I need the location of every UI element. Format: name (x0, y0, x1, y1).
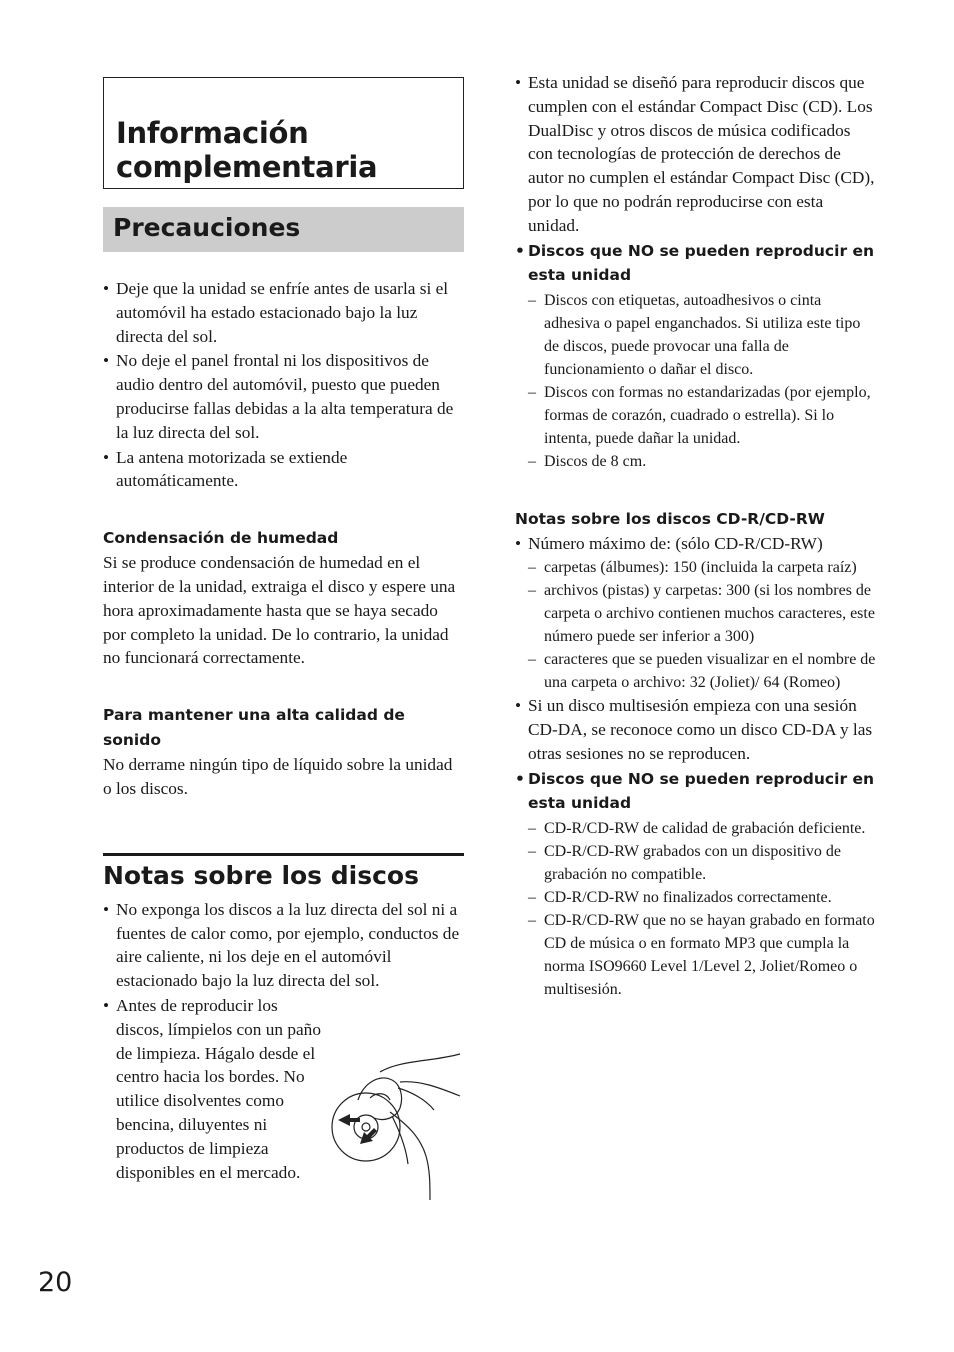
list-item-heading: • Discos que NO se pueden reproducir en esta unidad (515, 767, 877, 815)
section-header-notas-discos (103, 853, 464, 892)
page-number: 20 (38, 1267, 73, 1298)
disc-cleaning-illustration (330, 1052, 465, 1202)
list-item-text: Antes de reproducir los discos, límpielos con un paño de limpieza. Hágalo desde el centro hacia los bordes. No utilice disolventes como bencina, diluyentes ni productos de limpieza disponibles en el mercado. (116, 995, 321, 1182)
list-item: • La antena motorizada se extiende automáticamente. (103, 446, 464, 494)
list-item: • Si un disco multisesión empieza con una sesión CD-DA, se reconoce como un disco CD-DA y las otras sesiones no se reproducen. (515, 694, 877, 765)
dash-item: – CD-R/CD-RW grabados con un dispositivo de grabación no compatible. (515, 840, 877, 886)
section-header-precauciones (103, 207, 464, 252)
disc-outline-icon (332, 1093, 400, 1161)
subheading-calidad: Para mantener una alta calidad de sonido (103, 706, 405, 750)
subheading-condensacion: Condensación de humedad (103, 529, 339, 548)
paragraph-calidad: No derrame ningún tipo de líquido sobre la unidad o los discos. (103, 755, 453, 798)
cdr-max-list (515, 556, 877, 694)
precauciones-list (103, 277, 464, 493)
dash-item: – carpetas (álbumes): 150 (incluida la carpeta raíz) (515, 556, 877, 579)
list-item: • No deje el panel frontal ni los dispositivos de audio dentro del automóvil, puesto que pueden producirse fallas debidas a la alta temperatura de la luz directa del sol. (103, 349, 464, 444)
list-item-heading: • Discos que NO se pueden reproducir en esta unidad (515, 239, 877, 287)
list-item: • Esta unidad se diseñó para reproducir discos que cumplen con el estándar Compact Disc (CD). Los DualDisc y otros discos de música codificados con tecnologías de protección de derechos de autor no cumplen el estándar Compact Disc (CD), por lo que no podrán reproducirse con esta unidad. (515, 71, 877, 238)
arrow-left-icon (338, 1114, 360, 1126)
paragraph-condensacion: Si se produce condensación de humedad en el interior de la unidad, extraiga el disco y espere una hora aproximadamente hasta que se haya secado por completo la unidad. De lo contrario, la unidad no funcionará correctamente. (103, 553, 456, 668)
right-column (515, 71, 877, 1001)
no-reproducir-list-1 (515, 289, 877, 473)
dash-item: – Discos de 8 cm. (515, 450, 877, 473)
cdr-list-2 (515, 694, 877, 814)
list-item: • Número máximo de: (sólo CD-R/CD-RW) (515, 532, 877, 556)
cdr-list (515, 532, 877, 556)
chapter-title: Información complementaria (116, 116, 378, 184)
subheading-cdr: Notas sobre los discos CD-R/CD-RW (515, 509, 825, 528)
dash-item: – archivos (pistas) y carpetas: 300 (si los nombres de carpeta o archivo contienen muchos caracteres, este número puede ser inferior a 300) (515, 579, 877, 648)
section-title-notas-discos: Notas sobre los discos (103, 860, 419, 890)
cloth-icon (358, 1078, 402, 1120)
dash-item: – CD-R/CD-RW de calidad de grabación deficiente. (515, 817, 877, 840)
left-column (103, 77, 464, 1185)
chapter-title-box (103, 77, 464, 189)
no-reproducir-list-2 (515, 817, 877, 1001)
dash-item: – CD-R/CD-RW no finalizados correctamente. (515, 886, 877, 909)
list-item: • No exponga los discos a la luz directa del sol ni a fuentes de calor como, por ejemplo, conductos de aire caliente, ni los deje en el automóvil estacionado bajo la luz directa del sol. (103, 898, 464, 993)
dash-item: – Discos con etiquetas, autoadhesivos o cinta adhesiva o papel enganchados. Si utiliza este tipo de discos, puede provocar una falla de funcionamiento o dañar el disco. (515, 289, 877, 381)
section-title-precauciones: Precauciones (113, 213, 301, 242)
list-item: • Deje que la unidad se enfríe antes de usarla si el automóvil ha estado estacionado bajo la luz directa del sol. (103, 277, 464, 348)
dash-item: – caracteres que se pueden visualizar en el nombre de una carpeta o archivo: 32 (Joliet)/ 64 (Romeo) (515, 648, 877, 694)
dash-item: – CD-R/CD-RW que no se hayan grabado en formato CD de música o en formato MP3 que cumpla la norma ISO9660 Level 1/Level 2, Joliet/Romeo o multisesión. (515, 909, 877, 1001)
dash-item: – Discos con formas no estandarizadas (por ejemplo, formas de corazón, cuadrado o estrella). Si lo intenta, puede dañar la unidad. (515, 381, 877, 450)
intro-list (515, 71, 877, 287)
